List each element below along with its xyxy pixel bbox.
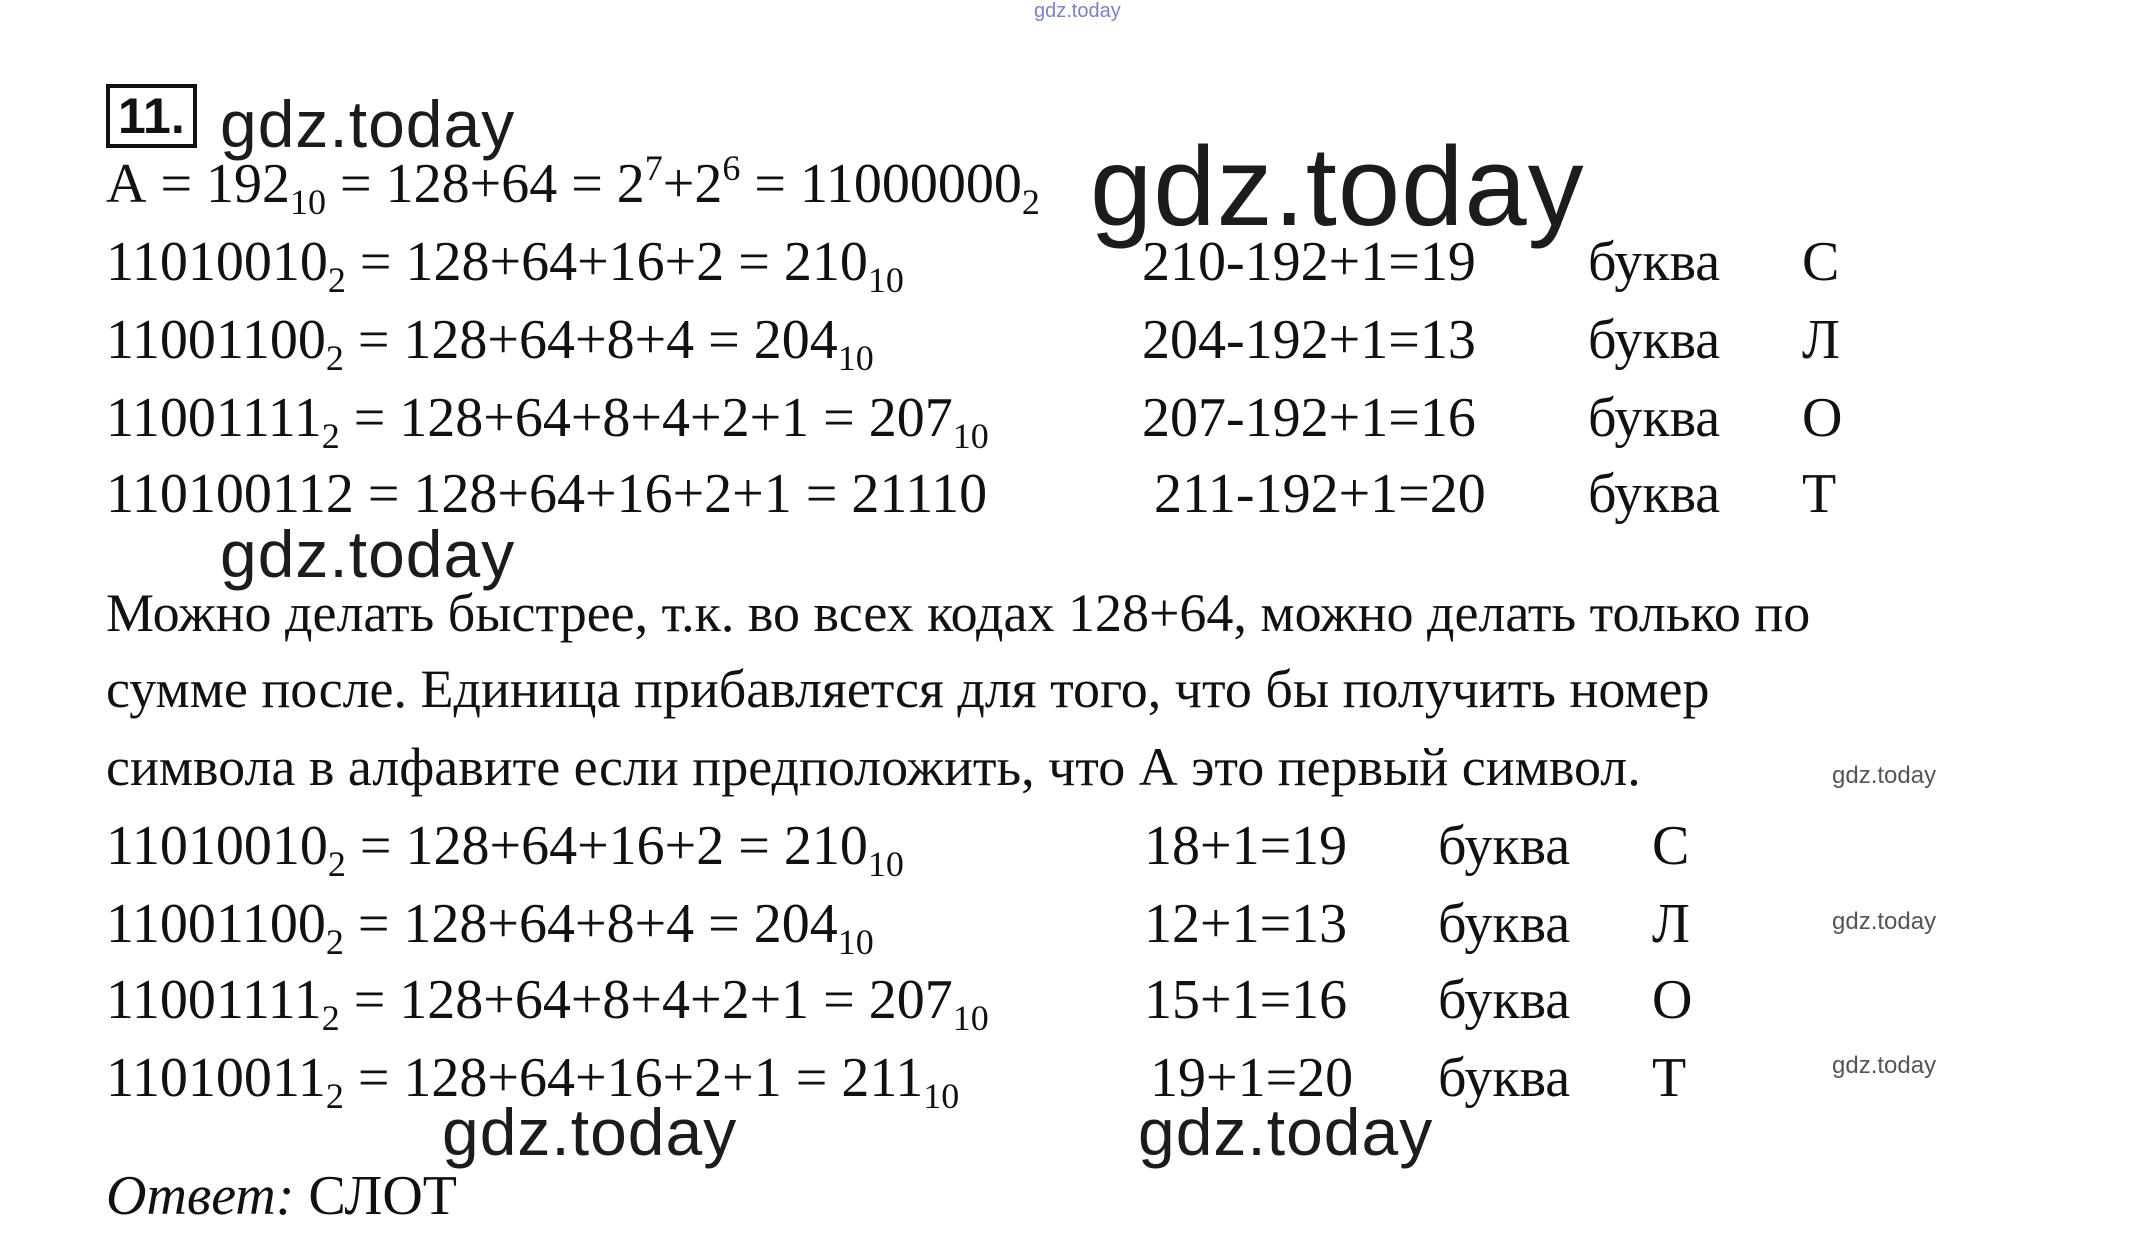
- answer-line: [106, 1165, 457, 1227]
- watermark-small-3: gdz.today: [1832, 1052, 1937, 1079]
- paragraph-line: Можно делать быстрее, т.к. во всех кодах 128+64, можно делать только по: [106, 583, 1811, 643]
- paragraph-line: символа в алфавите если предположить, что А это первый символ.: [106, 737, 1641, 797]
- watermark-small-2: gdz.today: [1832, 908, 1937, 935]
- table-row: $11001111_2 = 128+64+8+4+2+1 = 207_{10}$: [106, 969, 989, 1038]
- watermark-top: gdz.today: [1034, 0, 1121, 22]
- table-row: $11001100_2 = 128+64+8+4 = 204_{10}$: [106, 309, 874, 378]
- paragraph-line: сумме после. Единица прибавляется для того, что бы получить номер: [106, 659, 1710, 719]
- row-calc: 204-192+1=13: [1142, 309, 1476, 371]
- row-word: буква: [1438, 1047, 1571, 1109]
- table-row: $11010010_2 = 128+64+16+2 = 210_{10}$: [106, 815, 904, 884]
- row-letter: Т: [1652, 1047, 1687, 1109]
- watermark-mid-left: gdz.today: [220, 517, 516, 591]
- row-word: буква: [1438, 893, 1571, 955]
- line-a: $А = 192_{10} = 128+64 = 2^7+2^6 = 11000000_2$: [106, 148, 1040, 222]
- row-letter: С: [1652, 815, 1690, 877]
- row-calc: 19+1=20: [1150, 1047, 1354, 1109]
- table-row: $11001100_2 = 128+64+8+4 = 204_{10}$: [106, 893, 874, 962]
- table-row: 110100112 = 128+64+16+2+1 = 21110: [106, 463, 988, 525]
- row-letter: О: [1652, 969, 1693, 1031]
- table-row: $11010011_2 = 128+64+16+2+1 = 211_{10}$: [106, 1047, 960, 1116]
- row-letter: Л: [1652, 893, 1690, 955]
- table-row: $11010010_2 = 128+64+16+2 = 210_{10}$: [106, 231, 904, 300]
- row-word: буква: [1588, 309, 1721, 371]
- row-word: буква: [1588, 231, 1721, 293]
- watermark-large: gdz.today: [1090, 124, 1585, 249]
- row-word: буква: [1438, 815, 1571, 877]
- watermark-header: gdz.today: [220, 87, 516, 161]
- answer-label: Ответ:: [106, 1165, 295, 1227]
- watermark-bottom-left: gdz.today: [442, 1095, 738, 1169]
- row-letter: Л: [1802, 309, 1840, 371]
- row-calc: 211-192+1=20: [1154, 463, 1486, 525]
- watermark-small-1: gdz.today: [1832, 762, 1937, 789]
- row-word: буква: [1438, 969, 1571, 1031]
- watermark-bottom-right: gdz.today: [1138, 1095, 1434, 1169]
- answer-value: СЛОТ: [308, 1165, 457, 1227]
- row-word: буква: [1588, 387, 1721, 449]
- table-row: $11001111_2 = 128+64+8+4+2+1 = 207_{10}$: [106, 387, 989, 456]
- row-calc: 12+1=13: [1144, 893, 1348, 955]
- problem-number: 11.: [106, 84, 197, 148]
- row-calc: 18+1=19: [1144, 815, 1348, 877]
- row-calc: 207-192+1=16: [1142, 387, 1476, 449]
- row-letter: О: [1802, 387, 1843, 449]
- row-calc: 210-192+1=19: [1142, 231, 1476, 293]
- row-calc: 15+1=16: [1144, 969, 1348, 1031]
- row-letter: С: [1802, 231, 1840, 293]
- row-word: буква: [1588, 463, 1721, 525]
- row-letter: Т: [1802, 463, 1837, 525]
